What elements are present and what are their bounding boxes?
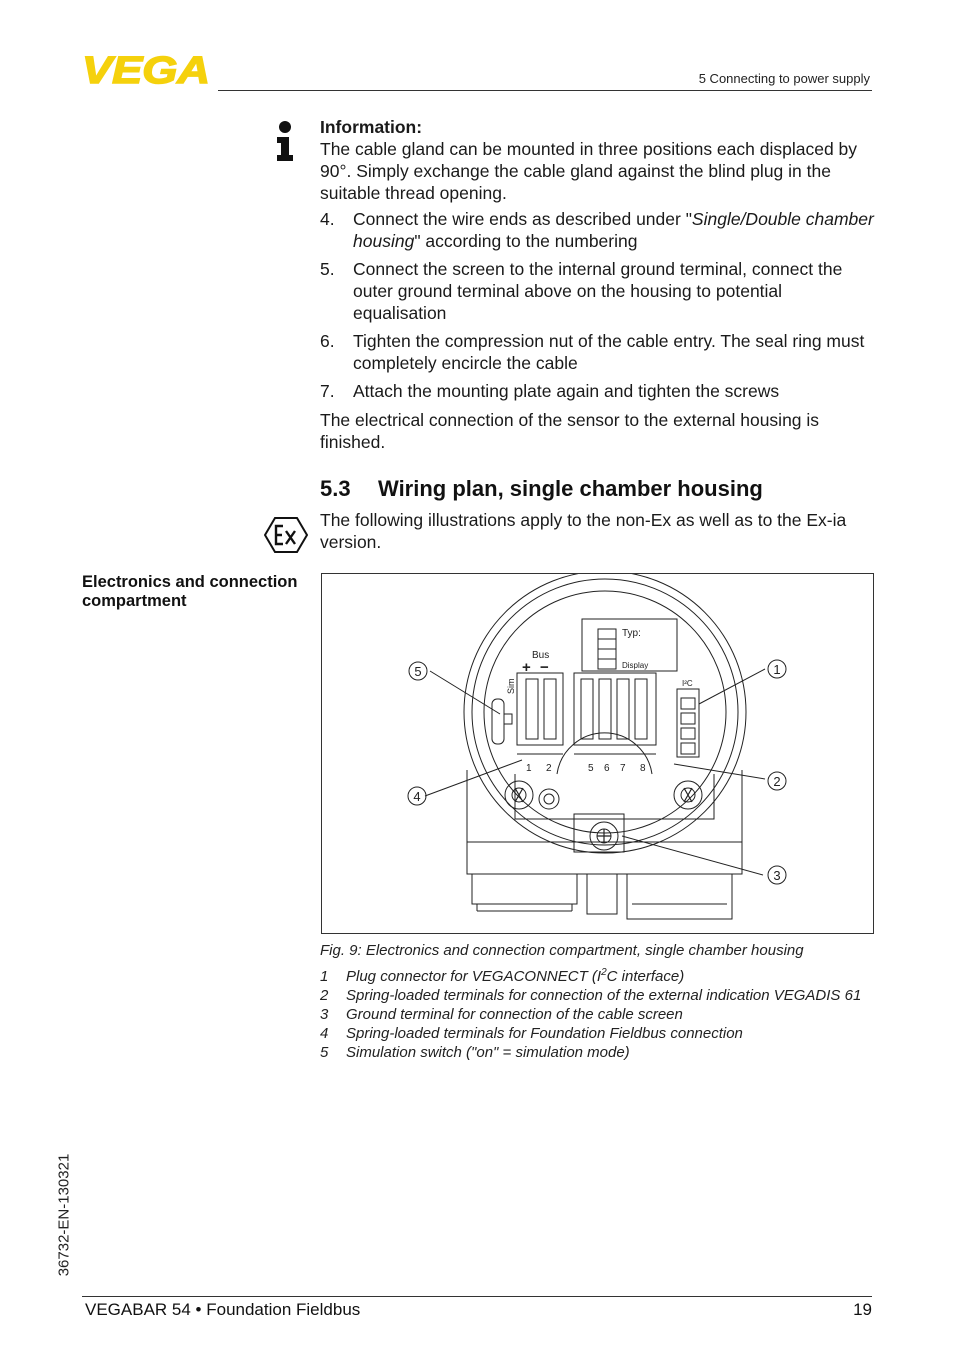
- step-item: [320, 208, 880, 252]
- i2c-label: I²C: [682, 679, 693, 688]
- typ-label: Typ:: [622, 628, 641, 639]
- wiring-figure: [321, 573, 874, 934]
- display-label: Display: [622, 661, 649, 670]
- vega-logo: [82, 52, 212, 86]
- step-text: Tighten the compression nut of the cable entry. The seal ring must completely encircle the cable: [353, 331, 865, 373]
- margin-label: Electronics and connection compartment: [82, 573, 298, 610]
- step-text: Connect the wire ends as described under "Single/Double chamber housing" according to the numbering: [353, 209, 874, 251]
- terminal-8: 8: [640, 763, 646, 774]
- section-number: 5.3: [320, 476, 351, 501]
- information-icon: [274, 120, 296, 162]
- step-number: 5.: [320, 259, 335, 279]
- step-item: [320, 330, 880, 374]
- callout-3: 3: [773, 868, 781, 883]
- callout-2: 2: [773, 774, 781, 789]
- information-note: [320, 116, 880, 204]
- step-list: [320, 208, 880, 408]
- step-number: 6.: [320, 331, 335, 351]
- step-number: 7.: [320, 381, 335, 401]
- plus-sign: +: [522, 659, 531, 676]
- ex-protection-icon: [264, 516, 308, 554]
- chapter-header: 5 Connecting to power supply: [698, 71, 870, 86]
- footer-product: VEGABAR 54 • Foundation Fieldbus: [85, 1300, 361, 1319]
- section-title: Wiring plan, single chamber housing: [378, 476, 763, 501]
- terminal-1: 1: [526, 763, 532, 774]
- ex-note: The following illustrations apply to the non-Ex as well as to the Ex-ia version.: [320, 510, 847, 552]
- callout-4: 4: [413, 789, 421, 804]
- legend-item: 1 Plug connector for VEGACONNECT ($I^2C$ interface): [320, 967, 685, 985]
- legend-item: 4 Spring-loaded terminals for Foundation Fieldbus connection: [320, 1025, 743, 1042]
- terminal-7: 7: [620, 763, 626, 774]
- document-id: 36732-EN-130321: [55, 1153, 73, 1277]
- terminal-6: 6: [604, 763, 610, 774]
- page-number: 19: [853, 1300, 872, 1319]
- legend-item: 2 Spring-loaded terminals for connection of the external indication VEGADIS 61: [320, 987, 862, 1004]
- sim-label: Sim: [506, 678, 516, 694]
- terminal-5: 5: [588, 763, 594, 774]
- callout-1: 1: [773, 662, 781, 677]
- step-item: [320, 380, 880, 402]
- step-text: Attach the mounting plate again and tighten the screws: [353, 381, 780, 401]
- compartment-drawing: [322, 574, 873, 933]
- terminal-2: 2: [546, 763, 552, 774]
- legend-item: 3 Ground terminal for connection of the cable screen: [320, 1006, 683, 1023]
- bus-label: Bus: [532, 650, 550, 661]
- svg-text:VEGA: VEGA: [82, 52, 210, 86]
- information-title: Information:: [320, 117, 423, 137]
- footer-rule: [82, 1296, 872, 1297]
- header-rule: [218, 90, 872, 91]
- step-number: 4.: [320, 209, 335, 229]
- legend-item: 5 Simulation switch ("on" = simulation mode): [320, 1044, 630, 1061]
- figure-caption: Fig. 9: Electronics and connection compartment, single chamber housing: [320, 942, 804, 959]
- section-heading: [320, 476, 763, 502]
- finish-paragraph: The electrical connection of the sensor to the external housing is finished.: [320, 410, 820, 452]
- minus-sign: −: [540, 659, 549, 676]
- step-text: Connect the screen to the internal ground terminal, connect the outer ground terminal above on the housing to potential equalisation: [353, 259, 843, 323]
- figure-legend: [320, 967, 880, 1062]
- callout-5: 5: [414, 664, 422, 679]
- step-item: [320, 258, 880, 324]
- information-text: The cable gland can be mounted in three positions each displaced by 90°. Simply exchange the cable gland against the blind plug in the suitable thread opening.: [320, 139, 858, 203]
